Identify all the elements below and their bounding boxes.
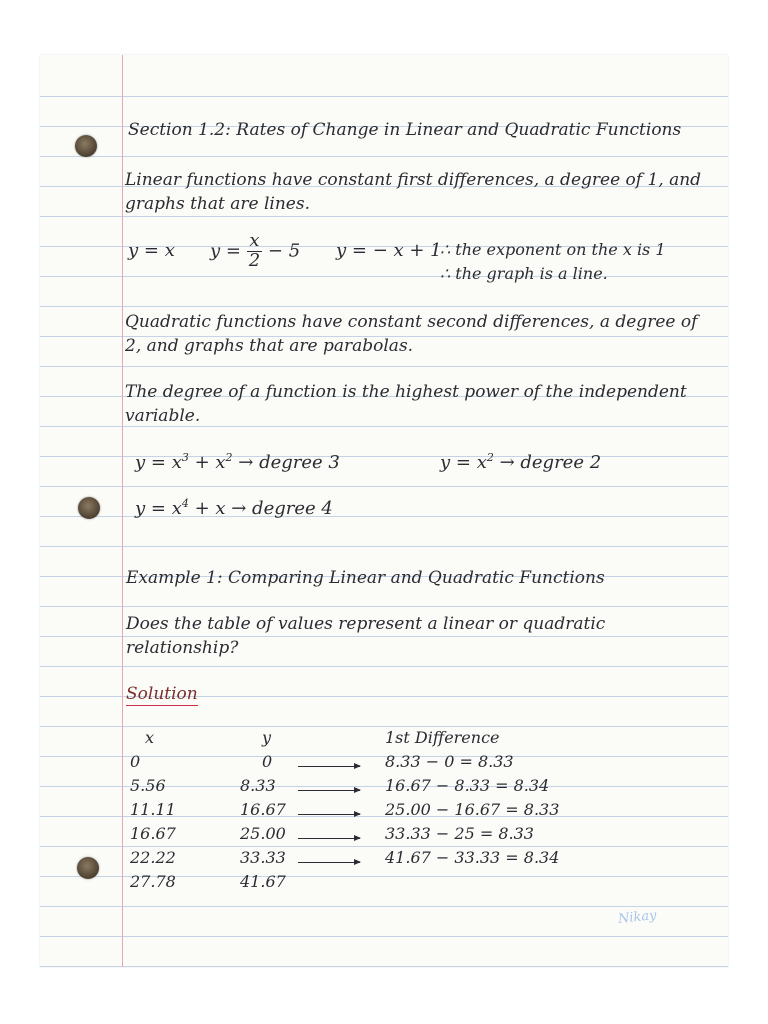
degree-example-1-result: → degree 3 [232,452,340,473]
table-cell-y: 16.67 [240,800,286,819]
table-header-x: x [145,728,155,747]
arrow-icon [298,838,360,839]
degree-example-1-exponent-2: 2 [225,451,233,464]
table-cell-x: 5.56 [130,776,166,795]
table-cell-y: 25.00 [240,824,286,843]
linear-example-2-fraction [247,232,262,271]
degree-definition-line-1: The degree of a function is the highest power of the independent [125,382,687,402]
table-cell-difference: 8.33 − 0 = 8.33 [385,752,514,771]
degree-example-3-result: + x → degree 4 [188,498,333,519]
table-cell-difference: 33.33 − 25 = 8.33 [385,824,534,843]
solution-label [126,684,198,704]
linear-example-2-lhs: y = [210,240,241,262]
table-cell-x: 11.11 [130,800,176,819]
linear-definition-line-1: Linear functions have constant first differences, a degree of 1, and [125,170,702,190]
quadratic-definition-line-1: Quadratic functions have constant second differences, a degree of [125,312,698,332]
margin-line [122,55,123,967]
degree-example-3 [135,498,333,519]
linear-note-line-2: ∴ the graph is a line. [440,264,608,283]
arrow-icon [298,790,360,791]
watermark-signature: Nikay [617,908,658,927]
solution-label-text: Solution [126,684,198,704]
section-title: Section 1.2: Rates of Change in Linear and Quadratic Functions [128,120,682,140]
table-cell-difference: 25.00 − 16.67 = 8.33 [385,800,560,819]
linear-note-line-1: ∴ the exponent on the x is 1 [440,240,666,259]
table-cell-y: 33.33 [240,848,286,867]
table-cell-x: 16.67 [130,824,176,843]
binder-hole-middle [78,497,100,519]
example-title: Example 1: Comparing Linear and Quadratic Functions [126,568,605,588]
degree-example-3-exponent: 4 [181,497,189,510]
table-cell-y: 8.33 [240,776,276,795]
degree-example-2-result: → degree 2 [493,452,602,473]
degree-example-2 [440,452,601,473]
degree-example-1-base: y = x [135,452,182,473]
degree-example-2-exponent: 2 [486,451,494,464]
degree-definition-line-2: variable. [125,406,201,426]
example-question-line-1: Does the table of values represent a linear or quadratic [126,614,606,634]
degree-example-1-exponent-1: 3 [181,451,189,464]
linear-example-2 [210,232,300,271]
example-question-line-2: relationship? [126,638,239,658]
linear-example-3: y = − x + 1 [336,240,442,261]
binder-hole-bottom [77,857,99,879]
quadratic-definition-line-2: 2, and graphs that are parabolas. [125,336,414,356]
arrow-icon [298,862,360,863]
table-cell-difference: 16.67 − 8.33 = 8.34 [385,776,550,795]
table-cell-x: 22.22 [130,848,176,867]
fraction-numerator: x [247,232,262,252]
degree-example-1-mid: + x [188,452,226,473]
degree-example-2-base: y = x [440,452,487,473]
linear-definition-line-2: graphs that are lines. [125,194,310,214]
degree-example-1 [135,452,340,473]
table-cell-difference: 41.67 − 33.33 = 8.34 [385,848,560,867]
table-cell-y-first: 0 [262,752,273,771]
fraction-denominator: 2 [248,249,261,271]
binder-hole-top [75,135,97,157]
table-cell-y: 41.67 [240,872,286,891]
linear-example-2-rhs: − 5 [267,240,301,262]
table-cell-x: 0 [130,752,141,771]
table-header-y: y [262,728,272,747]
degree-example-3-base: y = x [135,498,182,519]
linear-example-1: y = x [128,240,175,261]
table-cell-x: 27.78 [130,872,176,891]
arrow-icon [298,766,360,767]
table-header-first-difference: 1st Difference [385,728,500,747]
arrow-icon [298,814,360,815]
